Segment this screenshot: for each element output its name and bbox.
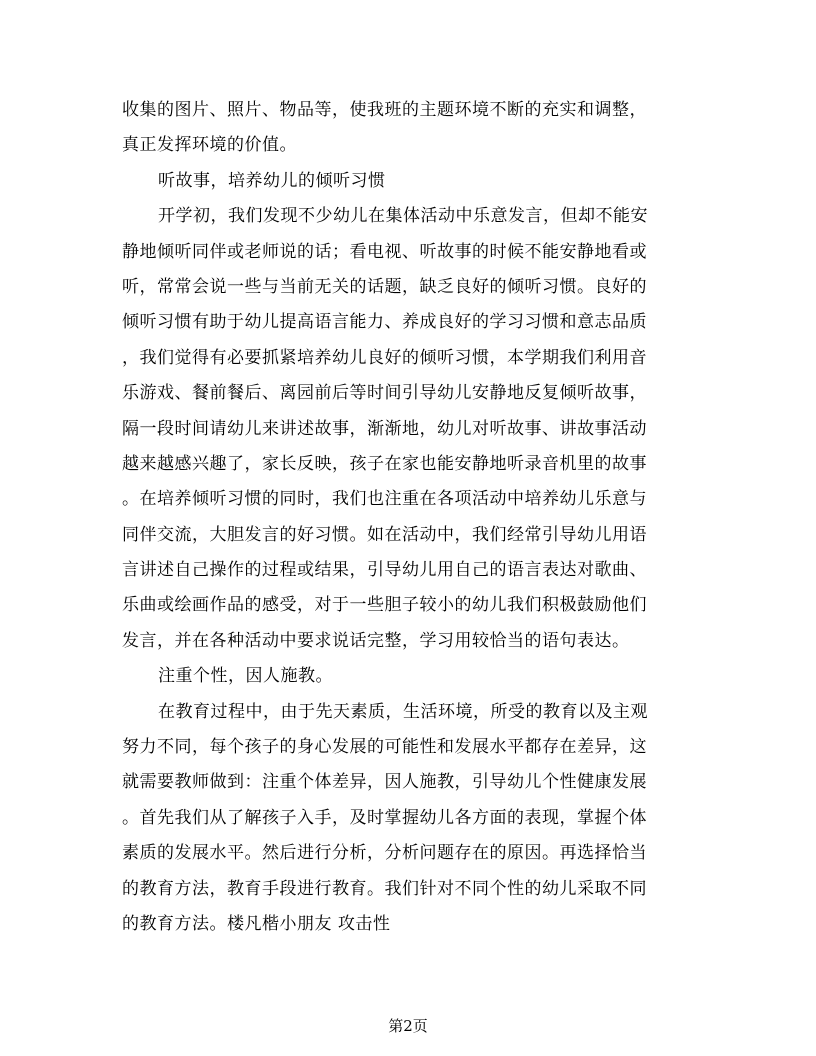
text-line: 静地倾听同伴或老师说的话；看电视、听故事的时候不能安静地看或 xyxy=(122,241,647,262)
text-line: 隔一段时间请幼儿来讲述故事，渐渐地，幼儿对听故事、讲故事活动 xyxy=(122,418,647,439)
text-line: 听，常常会说一些与当前无关的话题，缺乏良好的倾听习惯。良好的 xyxy=(122,276,647,297)
text-line: 乐游戏、餐前餐后、离园前后等时间引导幼儿安静地反复倾听故事， xyxy=(122,383,647,404)
text-line: 在教育过程中，由于先天素质，生活环境，所受的教育以及主观 xyxy=(158,701,648,722)
text-line: 真正发挥环境的价值。 xyxy=(122,135,297,156)
text-line: 同伴交流，大胆发言的好习惯。如在活动中，我们经常引导幼儿用语 xyxy=(122,524,647,545)
text-line: 。首先我们从了解孩子入手，及时掌握幼儿各方面的表现，掌握个体 xyxy=(122,807,647,828)
text-line: 发言，并在各种活动中要求说话完整，学习用较恰当的语句表达。 xyxy=(122,630,630,651)
text-line: 倾听习惯有助于幼儿提高语言能力、养成良好的学习习惯和意志品质 xyxy=(122,312,647,333)
text-line: 的教育方法，教育手段进行教育。我们针对不同个性的幼儿采取不同 xyxy=(122,878,647,899)
text-line: 乐曲或绘画作品的感受，对于一些胆子较小的幼儿我们积极鼓励他们 xyxy=(122,595,647,616)
text-line: 就需要教师做到：注重个体差异，因人施教，引导幼儿个性健康发展 xyxy=(122,772,647,793)
section-heading: 听故事，培养幼儿的倾听习惯 xyxy=(158,170,386,191)
text-line: 。在培养倾听习惯的同时，我们也注重在各项活动中培养幼儿乐意与 xyxy=(122,489,647,510)
section-heading: 注重个性，因人施教。 xyxy=(158,666,333,687)
document-body xyxy=(122,93,688,942)
text-line: 努力不同，每个孩子的身心发展的可能性和发展水平都存在差异，这 xyxy=(122,737,647,758)
text-line: ，我们觉得有必要抓紧培养幼儿良好的倾听习惯，本学期我们利用音 xyxy=(122,347,647,368)
text-line: 收集的图片、照片、物品等，使我班的主题环境不断的充实和调整， xyxy=(122,100,647,120)
page-number: 第2页 xyxy=(388,1017,428,1035)
text-line: 开学初，我们发现不少幼儿在集体活动中乐意发言，但却不能安 xyxy=(158,206,648,227)
text-line: 素质的发展水平。然后进行分析，分析问题存在的原因。再选择恰当 xyxy=(122,843,647,864)
text-line: 的教育方法。楼凡楷小朋友 攻击性 xyxy=(122,913,391,934)
text-line: 言讲述自己操作的过程或结果，引导幼儿用自己的语言表达对歌曲、 xyxy=(122,560,647,581)
text-line: 越来越感兴趣了，家长反映，孩子在家也能安静地听录音机里的故事 xyxy=(122,453,647,474)
